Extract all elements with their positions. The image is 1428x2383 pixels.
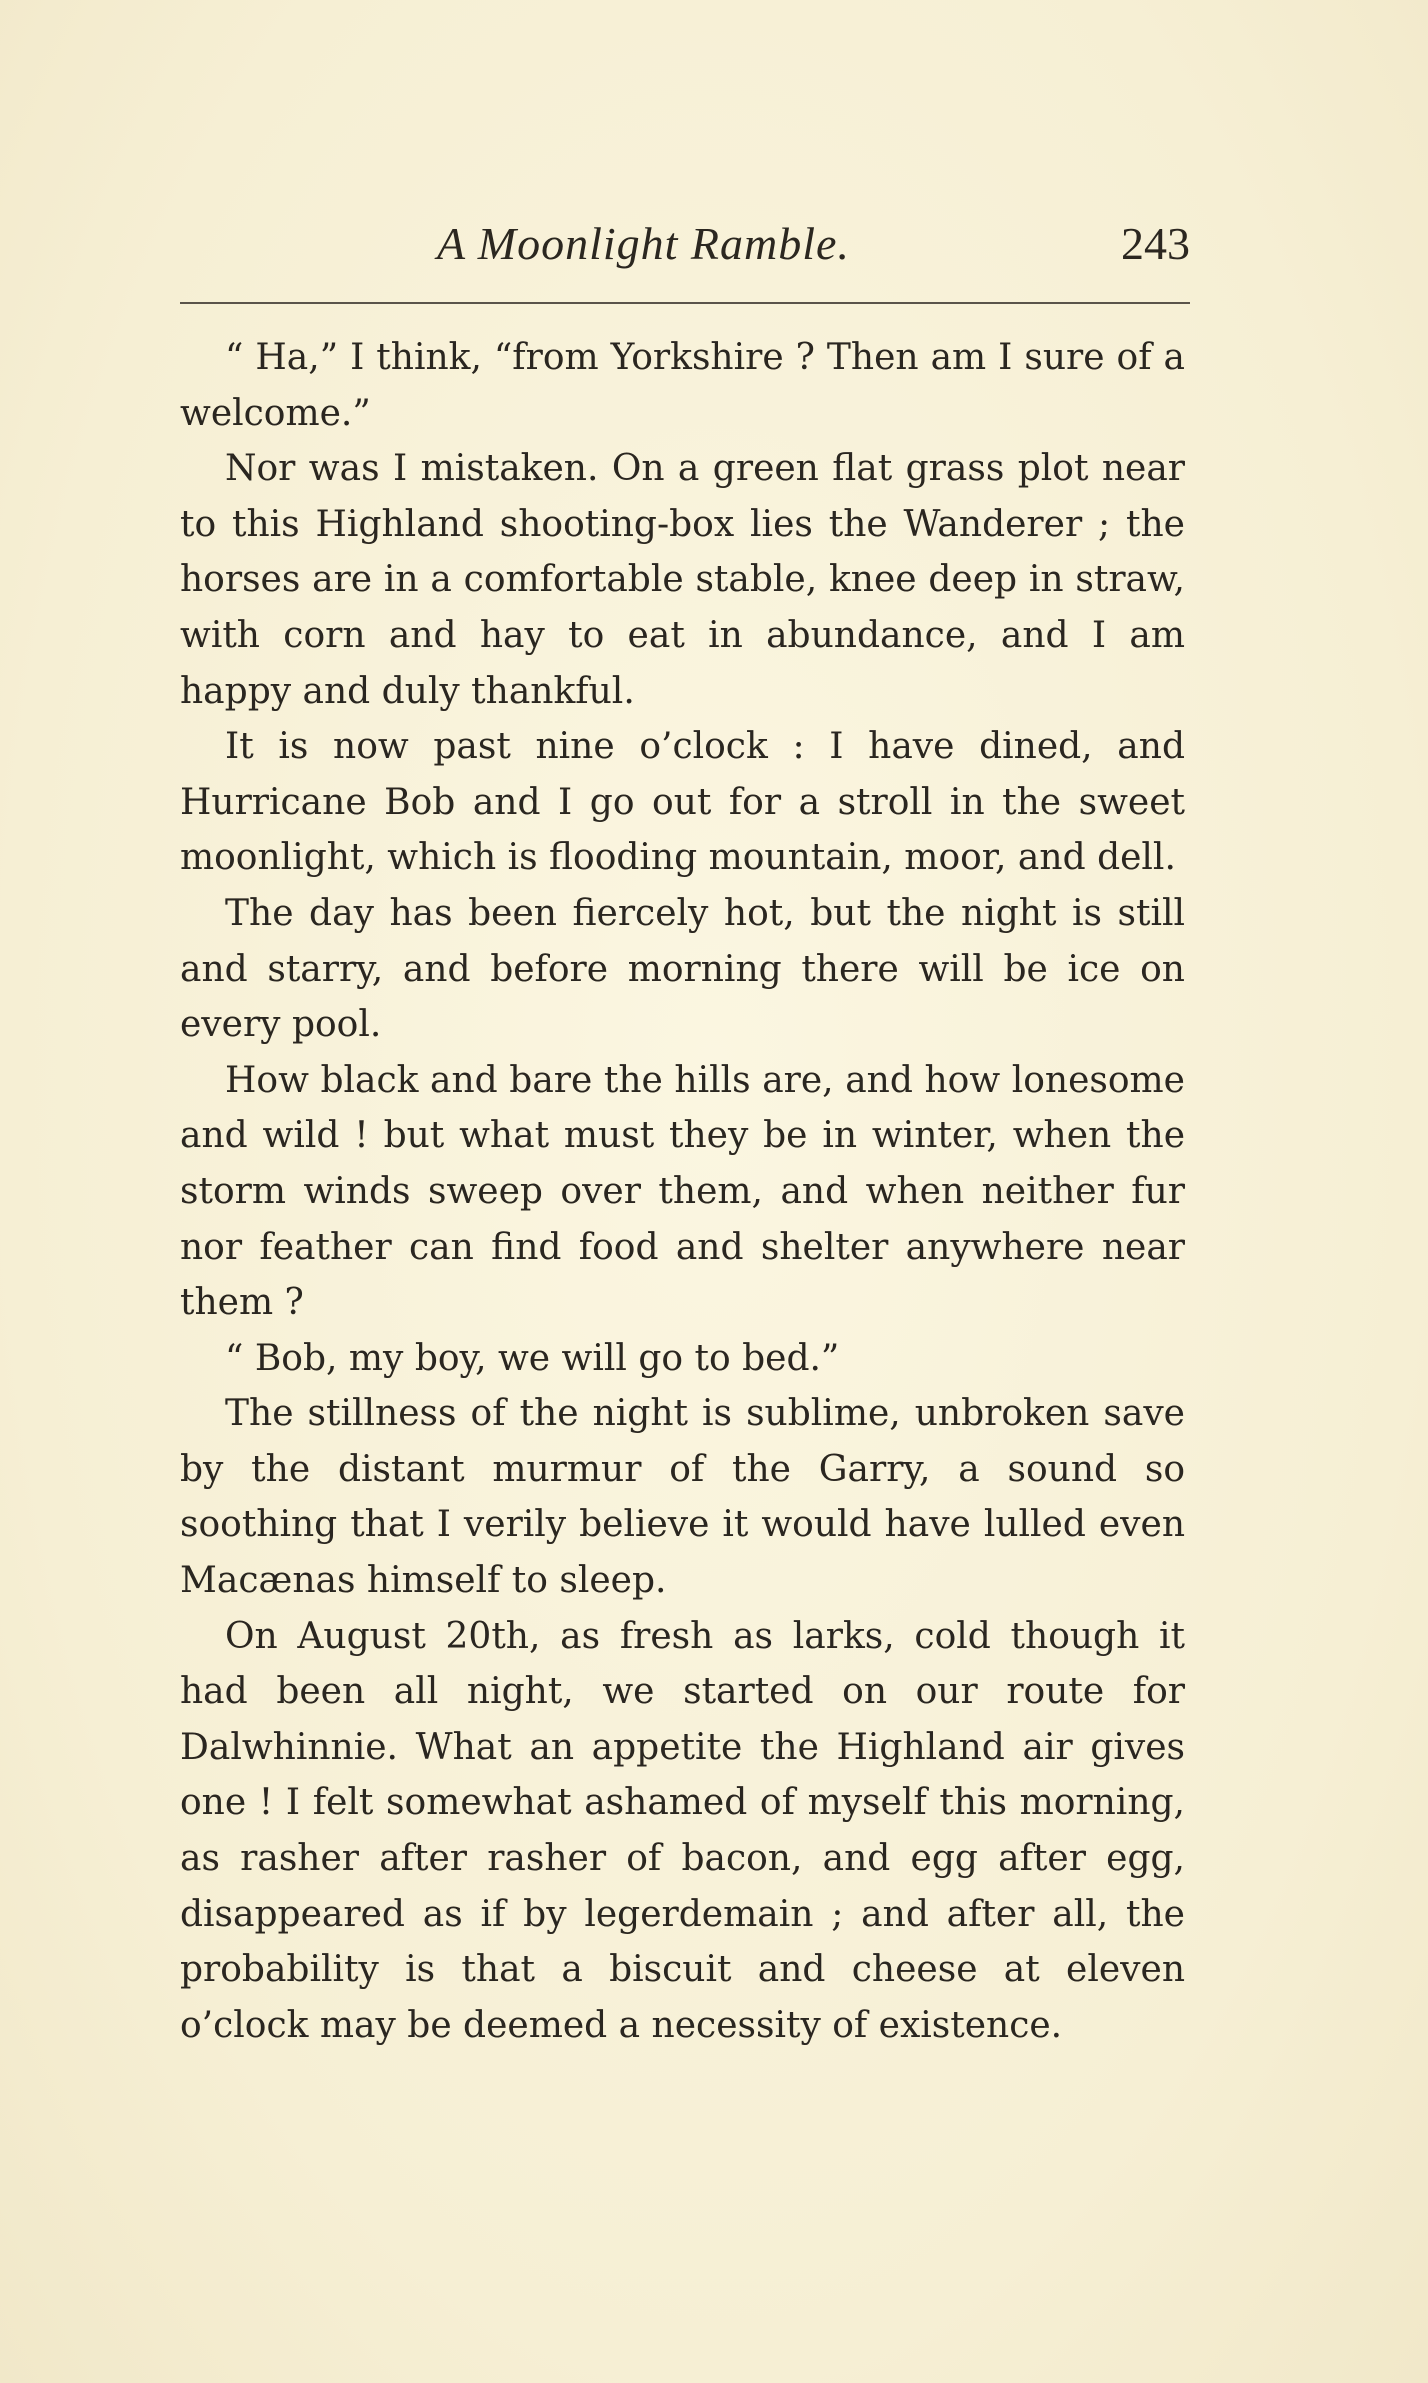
body-text (180, 330, 1185, 2053)
page-number: 243 (1121, 218, 1190, 269)
running-header (180, 205, 1190, 285)
paragraph: It is now past nine o’clock : I have dined, and Hurricane Bob and I go out for a stroll in the sweet moonlight, which is flooding mountain, moor, and dell. (180, 726, 1185, 879)
paragraph: How black and bare the hills are, and how lonesome and wild ! but what must they be in winter, when the storm winds sweep over them, and when neither fur nor feather can find food and shelter anywhere near them ? (180, 1059, 1185, 1324)
running-title: A Moonlight Ramble. (437, 218, 850, 269)
paragraph: “ Bob, my boy, we will go to bed.” (225, 1337, 840, 1379)
paragraph: The stillness of the night is sublime, unbroken save by the distant murmur of the Garry, a sound so soothing that I verily believe it would have lulled even Macænas himself to sleep. (180, 1393, 1185, 1602)
header-rule (180, 302, 1190, 304)
paragraph: On August 20th, as fresh as larks, cold though it had been all night, we started on our route for Dalwhinnie. What an appetite the Highland air gives one ! I felt somewhat ashamed of myself this morning, as rasher after rasher of bacon, and egg after egg, disappeared as if by legerdemain ; and after all, the probability is that a biscuit and cheese at eleven o’clock may be deemed a necessity of existence. (180, 1615, 1185, 2046)
paragraph: “ Ha,” I think, “from Yorkshire ? Then am I sure of a welcome.” (180, 337, 1185, 434)
paragraph: Nor was I mistaken. On a green flat grass plot near to this Highland shooting-box lies the Wanderer ; the horses are in a comfortable stable, knee deep in straw, with corn and hay to eat in abundance, and I am happy and duly thankful. (180, 448, 1185, 712)
paragraph: The day has been fiercely hot, but the night is still and starry, and before morning there will be ice on every pool. (180, 892, 1185, 1046)
